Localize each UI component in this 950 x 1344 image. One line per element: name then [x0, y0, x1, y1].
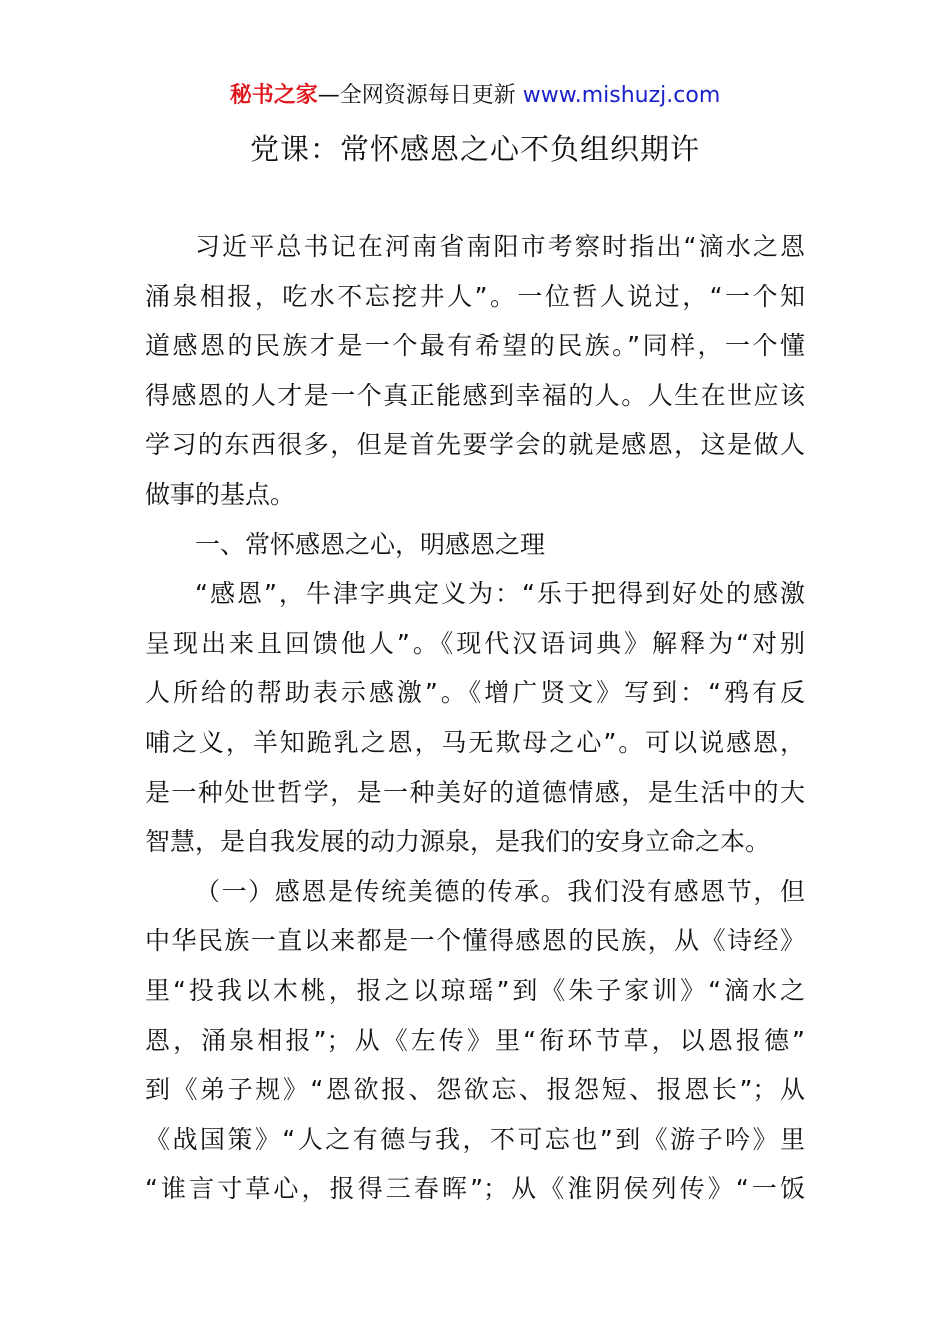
- text-line: “感恩”，牛津字典定义为：“乐于把得到好处的感激: [195, 579, 805, 609]
- section-heading: 一、常怀感恩之心，明感恩之理: [195, 529, 546, 559]
- text-line: 学习的东西很多，但是首先要学会的就是感恩，这是做人: [145, 430, 805, 460]
- text-line: 是一种处世哲学，是一种美好的道德情感，是生活中的大: [145, 777, 805, 807]
- document-body: [145, 222, 805, 1214]
- brand-name: 秘书之家: [229, 83, 318, 108]
- text-line: 得感恩的人才是一个真正能感到幸福的人。人生在世应该: [145, 380, 805, 410]
- text-line: 涌泉相报，吃水不忘挖井人”。一位哲人说过，“一个知: [145, 281, 805, 311]
- site-url[interactable]: www.mishuzj.com: [522, 83, 721, 108]
- text-line: 人所给的帮助表示感激”。《增广贤文》写到：“鸦有反: [145, 678, 805, 708]
- text-line: 道感恩的民族才是一个最有希望的民族。”同样，一个懂: [145, 331, 805, 361]
- text-line: 智慧，是自我发展的动力源泉，是我们的安身立命之本。: [145, 827, 771, 857]
- document-title: 党课：常怀感恩之心不负组织期许: [249, 132, 700, 166]
- text-line: 到《弟子规》“恩欲报、怨欲忘、报怨短、报恩长”；从: [145, 1075, 805, 1105]
- text-line: 里“投我以木桃，报之以琼瑶”到《朱子家训》“滴水之: [145, 975, 805, 1005]
- text-line: （一）感恩是传统美德的传承。我们没有感恩节，但: [195, 876, 805, 906]
- text-line: 《战国策》“人之有德与我，不可忘也”到《游子吟》里: [145, 1124, 805, 1154]
- text-line: 呈现出来且回馈他人”。《现代汉语词典》解释为“对别: [145, 628, 805, 658]
- text-line: 习近平总书记在河南省南阳市考察时指出“滴水之恩: [195, 232, 805, 261]
- text-line: 哺之义，羊知跪乳之恩，马无欺母之心”。可以说感恩，: [145, 727, 805, 757]
- header-tagline: —全网资源每日更新: [317, 83, 516, 108]
- site-header: [0, 80, 950, 112]
- text-line: 做事的基点。: [145, 479, 296, 509]
- text-line: “谁言寸草心，报得三春晖”；从《淮阴侯列传》“一饭: [145, 1174, 805, 1204]
- text-line: 恩，涌泉相报”；从《左传》里“衔环节草，以恩报德”: [145, 1025, 805, 1055]
- text-line: 中华民族一直以来都是一个懂得感恩的民族，从《诗经》: [145, 926, 805, 956]
